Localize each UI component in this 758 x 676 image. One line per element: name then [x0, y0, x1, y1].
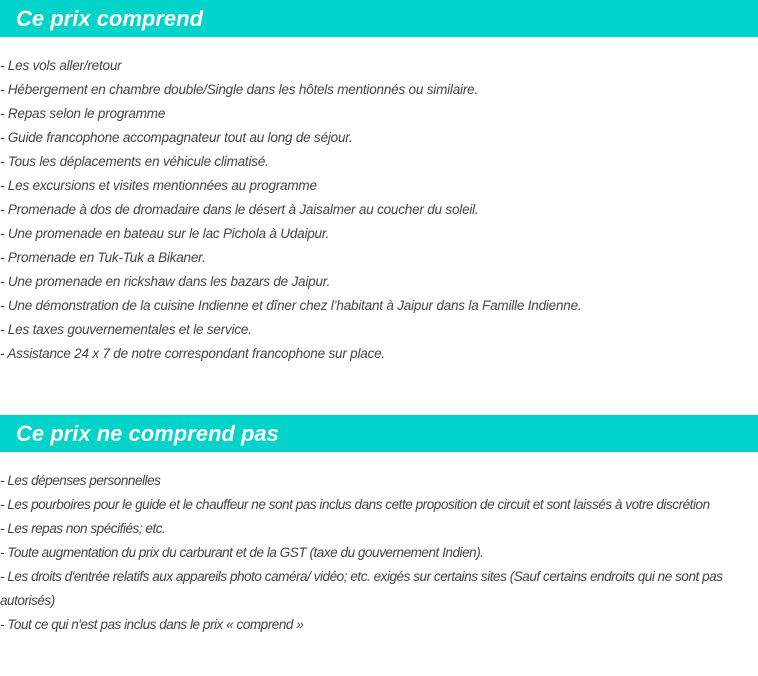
- list-item: - Les vols aller/retour: [0, 58, 122, 73]
- list-item: - Une promenade en rickshaw dans les bazars de Jaipur.: [0, 274, 331, 289]
- included-heading: Ce prix comprend: [0, 0, 758, 37]
- list-item: - Les dépenses personnelles: [0, 473, 161, 488]
- list-item: - Guide francophone accompagnateur tout au long de séjour.: [0, 130, 353, 145]
- list-item: - Tous les déplacements en véhicule climatisé.: [0, 154, 269, 169]
- list-item: - Les pourboires pour le guide et le chauffeur ne sont pas inclus dans cette proposition de circuit et sont laissés à votre discrétion: [0, 497, 710, 512]
- list-item: - Repas selon le programme: [0, 106, 166, 121]
- list-item: - Assistance 24 x 7 de notre correspondant francophone sur place.: [0, 346, 385, 361]
- list-item: - Tout ce qui n'est pas inclus dans le prix « comprend »: [0, 617, 304, 632]
- list-item: - Toute augmentation du prix du carburant et de la GST (taxe du gouvernement Indien).: [0, 545, 484, 560]
- excluded-heading: Ce prix ne comprend pas: [0, 415, 758, 452]
- list-item: - Une démonstration de la cuisine Indienne et dîner chez l’habitant à Jaipur dans la Famille Indienne.: [0, 298, 582, 313]
- list-item: - Une promenade en bateau sur le lac Pichola à Udaipur.: [0, 226, 330, 241]
- excluded-list: [0, 469, 758, 637]
- list-item: - Hébergement en chambre double/Single dans les hôtels mentionnés ou similaire.: [0, 82, 478, 97]
- excluded-section: [0, 415, 758, 637]
- list-item: - Les droits d'entrée relatifs aux appareils photo caméra/ vidéo; etc. exigés sur certains sites (Sauf certains endroits qui ne sont pas autorisés): [0, 569, 723, 608]
- list-item: - Les repas non spécifiés; etc.: [0, 521, 166, 536]
- included-list: [0, 54, 758, 366]
- list-item: - Les excursions et visites mentionnées au programme: [0, 178, 317, 193]
- list-item: - Promenade en Tuk-Tuk a Bikaner.: [0, 250, 206, 265]
- list-item: - Les taxes gouvernementales et le service.: [0, 322, 252, 337]
- list-item: - Promenade à dos de dromadaire dans le désert à Jaisalmer au coucher du soleil.: [0, 202, 479, 217]
